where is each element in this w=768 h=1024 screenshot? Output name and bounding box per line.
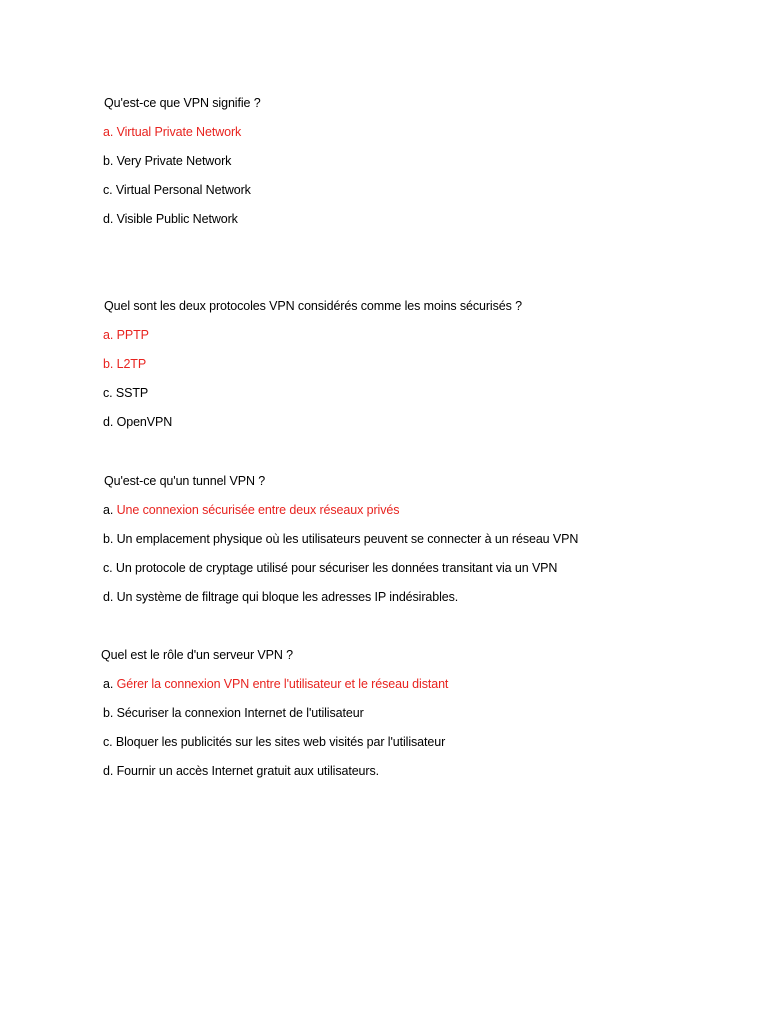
question-3-option-a: [103, 502, 399, 518]
question-2-option-d: d. OpenVPN: [103, 415, 173, 429]
question-3-option-c: c. Un protocole de cryptage utilisé pour sécuriser les données transitant via un VPN: [103, 561, 558, 575]
question-4-option-a-label: Gérer la connexion VPN entre l'utilisateur et le réseau distant: [116, 677, 449, 691]
question-3-option-a-label: Une connexion sécurisée entre deux réseaux privés: [116, 503, 400, 517]
question-2-option-c: c. SSTP: [103, 386, 149, 400]
question-1-option-b: b. Very Private Network: [103, 154, 232, 168]
question-1-option-d: d. Visible Public Network: [103, 212, 238, 226]
question-3-option-b: b. Un emplacement physique où les utilisateurs peuvent se connecter à un réseau VPN: [103, 532, 579, 546]
question-3-option-a-prefix: a.: [103, 503, 117, 517]
question-2-option-a: a. PPTP: [103, 328, 149, 342]
question-1-text: Qu'est-ce que VPN signifie ?: [104, 96, 261, 110]
question-4-option-a-prefix: a.: [103, 677, 117, 691]
question-2-option-b: b. L2TP: [103, 357, 147, 371]
question-3-text: Qu'est-ce qu'un tunnel VPN ?: [104, 474, 266, 488]
question-1-option-a: a. Virtual Private Network: [103, 125, 242, 139]
question-4-text: Quel est le rôle d'un serveur VPN ?: [101, 648, 294, 662]
question-4-option-a: [103, 676, 448, 692]
question-4-option-b: b. Sécuriser la connexion Internet de l'utilisateur: [103, 706, 364, 720]
question-4-option-d: d. Fournir un accès Internet gratuit aux utilisateurs.: [103, 764, 379, 778]
question-3-option-d: d. Un système de filtrage qui bloque les adresses IP indésirables.: [103, 590, 459, 604]
question-4-option-c: c. Bloquer les publicités sur les sites web visités par l'utilisateur: [103, 735, 446, 749]
question-1-option-c: c. Virtual Personal Network: [103, 183, 251, 197]
question-2-text: Quel sont les deux protocoles VPN considérés comme les moins sécurisés ?: [104, 299, 522, 313]
